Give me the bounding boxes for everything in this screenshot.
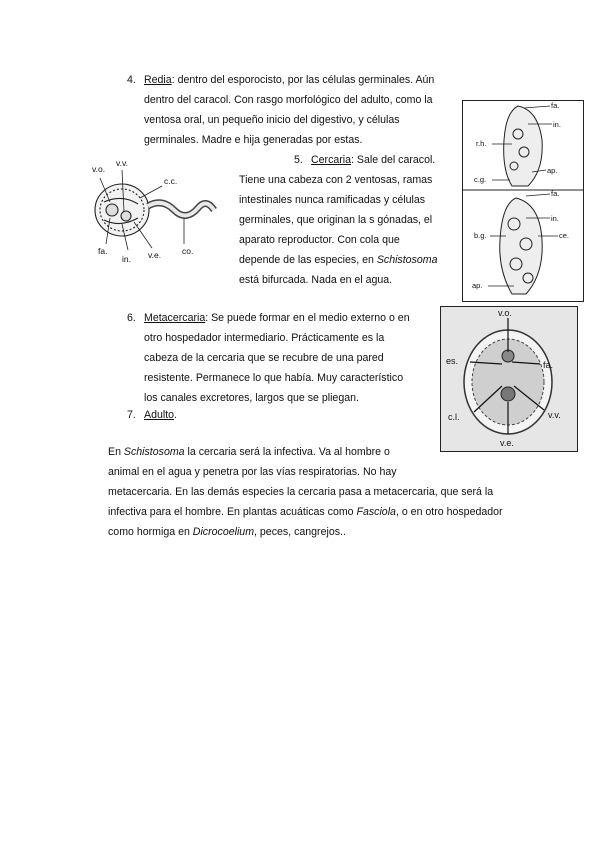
cercaria-text-pre: depende de las especies, en bbox=[239, 254, 377, 266]
cercaria-line-1 bbox=[311, 150, 435, 170]
item-number-cercaria: 5. bbox=[294, 154, 303, 166]
cercaria-line-2: Tiene una cabeza con 2 ventosas, ramas bbox=[239, 174, 433, 186]
item-number-adulto: 7. bbox=[127, 409, 136, 421]
metacercaria-text: : Se puede formar en el medio externo o en bbox=[205, 312, 410, 324]
redia-figure bbox=[462, 100, 584, 302]
redia-label-cg: c.g. bbox=[474, 175, 487, 184]
cercaria-figure bbox=[90, 158, 230, 270]
paragraph-genus-dicrocoelium: Dicrocoelium bbox=[192, 526, 255, 538]
cercaria-label-co: co. bbox=[182, 246, 194, 256]
cercaria-label-vo: v.o. bbox=[92, 164, 106, 174]
adulto-text: . bbox=[174, 409, 177, 421]
adulto-line bbox=[144, 405, 177, 425]
redia-label-in: in. bbox=[553, 120, 561, 129]
paragraph-text: infectiva para el hombre. En plantas acuáticas como bbox=[108, 506, 357, 518]
redia-label-bg: b.g. bbox=[474, 231, 487, 240]
redia-label-ce: ce. bbox=[559, 231, 570, 240]
paragraph-line-5 bbox=[108, 522, 346, 542]
metacercaria-label-vo: v.o. bbox=[498, 308, 512, 318]
redia-label-fa: fa. bbox=[551, 101, 560, 110]
metacercaria-label-vv: v.v. bbox=[548, 410, 561, 420]
redia-label-ap-2: ap. bbox=[472, 281, 483, 290]
cercaria-term: Cercaria bbox=[311, 154, 352, 166]
metacercaria-line-5: los canales excretores, largos que se pliegan. bbox=[144, 392, 359, 404]
redia-line-2: dentro del caracol. Con rasgo morfológico del adulto, como la bbox=[144, 94, 433, 106]
adulto-term: Adulto bbox=[144, 409, 175, 421]
paragraph-line-1 bbox=[108, 442, 390, 462]
item-number-redia: 4. bbox=[127, 74, 136, 86]
item-number-metacercaria: 6. bbox=[127, 312, 136, 324]
metacercaria-term: Metacercaria bbox=[144, 312, 206, 324]
cercaria-line-5: aparato reproductor. Con cola que bbox=[239, 234, 400, 246]
cercaria-genus-schistosoma: Schistosoma bbox=[376, 254, 438, 266]
paragraph-genus-schistosoma: Schistosoma bbox=[123, 446, 185, 458]
paragraph-text: , peces, cangrejos.. bbox=[254, 526, 346, 538]
cercaria-label-fa: fa. bbox=[98, 246, 108, 256]
paragraph-line-2: animal en el agua y penetra por las vías respiratorias. No hay bbox=[108, 466, 397, 478]
paragraph-text: En bbox=[108, 446, 124, 458]
redia-label-rh: r.h. bbox=[476, 139, 487, 148]
cercaria-label-ve: v.e. bbox=[148, 250, 162, 260]
metacercaria-label-es: es. bbox=[446, 356, 459, 366]
paragraph-line-4 bbox=[108, 502, 503, 522]
cercaria-label-vv: v.v. bbox=[116, 158, 128, 168]
paragraph-text: , o en otro hospedador bbox=[395, 506, 503, 518]
redia-label-fa-2: fa. bbox=[551, 189, 560, 198]
metacercaria-line-3: cabeza de la cercaria que se recubre de una pared bbox=[144, 352, 384, 364]
cercaria-line-3: intestinales nunca ramificadas y células bbox=[239, 194, 426, 206]
redia-label-in-2: in. bbox=[551, 214, 559, 223]
paragraph-genus-fasciola: Fasciola bbox=[356, 506, 396, 518]
cercaria-line-7: está bifurcada. Nada en el agua. bbox=[239, 274, 393, 286]
paragraph-text: como hormiga en bbox=[108, 526, 193, 538]
cercaria-line-6 bbox=[239, 250, 437, 270]
redia-label-ap: ap. bbox=[547, 166, 558, 175]
metacercaria-line-1 bbox=[144, 308, 410, 328]
redia-line-4: germinales. Madre e hija generadas por estas. bbox=[144, 134, 363, 146]
redia-term: Redia bbox=[144, 74, 172, 86]
metacercaria-figure bbox=[440, 306, 578, 452]
redia-text: : dentro del esporocisto, por las células germinales. Aún bbox=[171, 74, 435, 86]
redia-line-3: ventosa oral, un pequeño inicio del digestivo, y células bbox=[144, 114, 400, 126]
redia-line-1 bbox=[144, 70, 434, 90]
cercaria-label-in: in. bbox=[122, 254, 131, 264]
metacercaria-label-fa: fa. bbox=[543, 360, 554, 370]
metacercaria-label-ve: v.e. bbox=[500, 438, 514, 448]
metacercaria-label-cl: c.l. bbox=[448, 412, 460, 422]
metacercaria-line-2: otro hospedador intermediario. Prácticamente es la bbox=[144, 332, 385, 344]
cercaria-label-cc: c.c. bbox=[164, 176, 178, 186]
cercaria-text: : Sale del caracol. bbox=[351, 154, 436, 166]
paragraph-text: la cercaria será la infectiva. Va al hombre o bbox=[184, 446, 390, 458]
metacercaria-line-4: resistente. Permanece lo que había. Muy característico bbox=[144, 372, 404, 384]
cercaria-line-4: germinales, que originan la s gónadas, el bbox=[239, 214, 433, 226]
paragraph-line-3: metacercaria. En las demás especies la cercaria pasa a metacercaria, que será la bbox=[108, 486, 494, 498]
